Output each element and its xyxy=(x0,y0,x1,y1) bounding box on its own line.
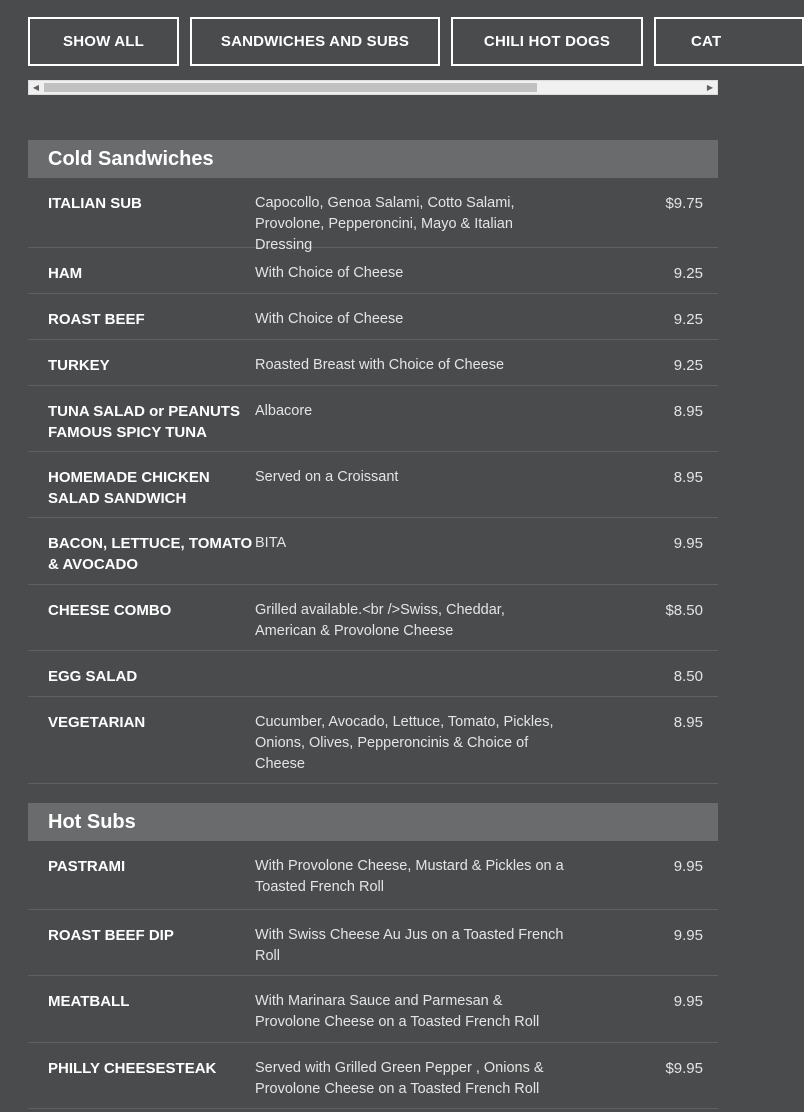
menu-item xyxy=(28,386,718,452)
item-description: Capocollo, Genoa Salami, Cotto Salami, Provolone, Pepperoncini, Mayo & Italian Dressing xyxy=(255,195,515,253)
item-name: HAM xyxy=(48,265,83,282)
item-name: ROAST BEEF xyxy=(48,311,145,328)
tab-chili-hot-dogs[interactable]: CHILI HOT DOGS xyxy=(451,17,643,66)
scroll-right-arrow-icon[interactable]: ▶ xyxy=(706,83,714,92)
item-price: 9.25 xyxy=(673,357,703,374)
menu-item xyxy=(28,651,718,697)
tab-show-all[interactable]: SHOW ALL xyxy=(28,17,179,66)
section-cold-sandwiches xyxy=(28,140,718,784)
item-description: With Marinara Sauce and Parmesan & Provolone Cheese on a Toasted French Roll xyxy=(255,993,540,1030)
item-price: 9.95 xyxy=(673,927,703,944)
item-description: Roasted Breast with Choice of Cheese xyxy=(255,357,505,373)
item-description: With Choice of Cheese xyxy=(255,311,404,327)
item-name: EGG SALAD xyxy=(48,668,138,685)
item-name: ITALIAN SUB xyxy=(48,195,142,212)
menu-item xyxy=(28,452,718,518)
menu-item xyxy=(28,248,718,294)
item-price: 8.50 xyxy=(673,668,703,685)
item-name: ROAST BEEF DIP xyxy=(48,927,174,944)
item-name: TURKEY xyxy=(48,357,110,374)
tab-catering[interactable]: CAT xyxy=(654,17,804,66)
item-description: BITA xyxy=(255,535,287,551)
menu-item xyxy=(28,340,718,386)
tab-sandwiches-and-subs[interactable]: SANDWICHES AND SUBS xyxy=(190,17,440,66)
menu-item xyxy=(28,841,718,910)
item-price: 9.95 xyxy=(673,858,703,875)
menu-item xyxy=(28,1043,718,1109)
item-name: BACON, LETTUCE, TOMATO & AVOCADO xyxy=(48,535,253,573)
item-price: 9.95 xyxy=(673,535,703,552)
section-hot-subs xyxy=(28,803,718,1109)
item-price: 8.95 xyxy=(673,714,703,731)
item-price: $9.75 xyxy=(665,195,703,212)
scrollbar-thumb[interactable] xyxy=(44,83,537,92)
item-name: MEATBALL xyxy=(48,993,130,1010)
menu-item xyxy=(28,976,718,1043)
section-title: Cold Sandwiches xyxy=(28,140,718,178)
item-price: 9.95 xyxy=(673,993,703,1010)
horizontal-scrollbar[interactable] xyxy=(28,80,718,95)
item-description xyxy=(255,666,575,696)
item-name: PASTRAMI xyxy=(48,858,126,875)
item-description: With Provolone Cheese, Mustard & Pickles on a Toasted French Roll xyxy=(255,858,564,895)
item-price: 8.95 xyxy=(673,469,703,486)
item-price: 9.25 xyxy=(673,311,703,328)
item-description: Cucumber, Avocado, Lettuce, Tomato, Pickles, Onions, Olives, Pepperoncinis & Choice of Cheese xyxy=(255,714,554,772)
menu-item xyxy=(28,585,718,651)
item-description: Grilled available.<br />Swiss, Cheddar, American & Provolone Cheese xyxy=(255,602,505,639)
item-name: HOMEMADE CHICKEN SALAD SANDWICH xyxy=(48,469,210,507)
item-name: TUNA SALAD or PEANUTS FAMOUS SPICY TUNA xyxy=(48,403,240,441)
section-title: Hot Subs xyxy=(28,803,718,841)
item-name: VEGETARIAN xyxy=(48,714,146,731)
menu-item xyxy=(28,294,718,340)
item-price: $8.50 xyxy=(665,602,703,619)
item-description: With Choice of Cheese xyxy=(255,265,404,281)
menu-item xyxy=(28,178,718,253)
item-description: Served with Grilled Green Pepper , Onions & Provolone Cheese on a Toasted French Roll xyxy=(255,1060,544,1097)
scroll-left-arrow-icon[interactable]: ◀ xyxy=(32,83,40,92)
item-description: Albacore xyxy=(255,403,313,419)
category-tabs xyxy=(28,17,722,71)
item-description: Served on a Croissant xyxy=(255,469,399,485)
item-description: With Swiss Cheese Au Jus on a Toasted French Roll xyxy=(255,927,564,964)
item-price: 8.95 xyxy=(673,403,703,420)
menu-item xyxy=(28,697,718,784)
menu-item xyxy=(28,910,718,976)
item-name: PHILLY CHEESESTEAK xyxy=(48,1060,217,1077)
item-price: 9.25 xyxy=(673,265,703,282)
menu-item xyxy=(28,518,718,585)
item-price: $9.95 xyxy=(665,1060,703,1077)
item-name: CHEESE COMBO xyxy=(48,602,172,619)
